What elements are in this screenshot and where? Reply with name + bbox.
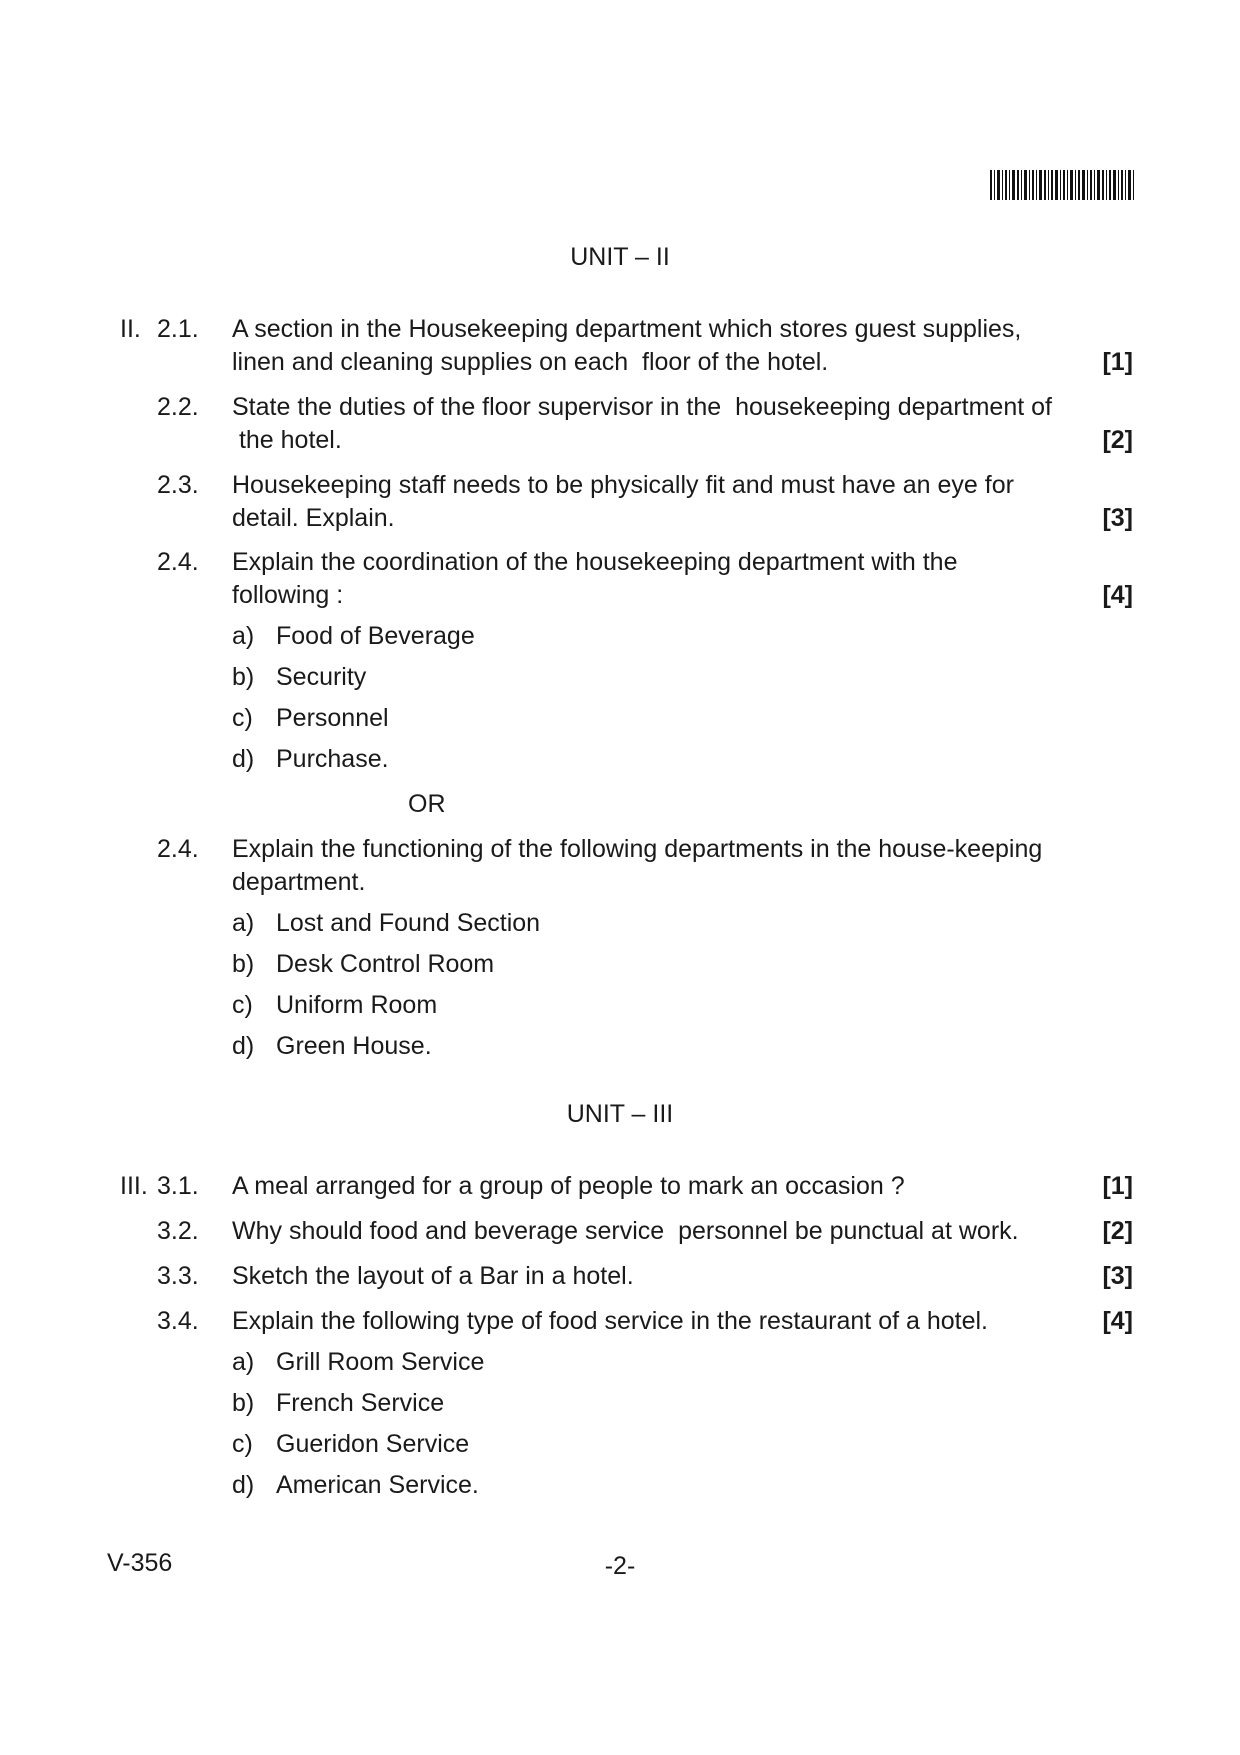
question-text-line: State the duties of the floor supervisor in the housekeeping department of (232, 393, 1052, 421)
option-text: Grill Room Service (276, 1348, 485, 1376)
question-text-line: Explain the coordination of the housekeeping department with the (232, 548, 958, 576)
option-text: American Service. (276, 1471, 479, 1499)
section-number: III. (120, 1172, 148, 1200)
unit-2-heading: UNIT – II (570, 243, 670, 271)
question-text-line: A meal arranged for a group of people to mark an occasion ? (232, 1172, 905, 1200)
marks-label: [1] (1102, 348, 1133, 376)
question-number: 2.3. (157, 471, 199, 499)
option-letter: d) (232, 745, 255, 773)
barcode (990, 170, 1134, 200)
option-text: Lost and Found Section (276, 909, 541, 937)
option-letter: d) (232, 1471, 255, 1499)
unit-3-heading: UNIT – III (566, 1100, 674, 1128)
question-number: 2.1. (157, 315, 199, 343)
question-number: 2.2. (157, 393, 199, 421)
option-letter: a) (232, 622, 255, 650)
question-number: 2.4. (157, 548, 199, 576)
section-number: II. (120, 315, 141, 343)
option-text: Security (276, 663, 367, 691)
question-number: 3.1. (157, 1172, 199, 1200)
question-text-line: the hotel. (232, 426, 342, 454)
question-text-line: Why should food and beverage service personnel be punctual at work. (232, 1217, 1019, 1245)
option-letter: c) (232, 704, 253, 732)
option-letter: a) (232, 1348, 255, 1376)
option-letter: c) (232, 991, 253, 1019)
marks-label: [3] (1102, 504, 1133, 532)
marks-label: [4] (1102, 1307, 1133, 1335)
option-letter: b) (232, 950, 255, 978)
option-letter: a) (232, 909, 255, 937)
question-text-line: detail. Explain. (232, 504, 395, 532)
page-number: -2- (604, 1552, 636, 1580)
question-text-line: Explain the following type of food service in the restaurant of a hotel. (232, 1307, 989, 1335)
question-text-line: Explain the functioning of the following departments in the house-keeping (232, 835, 1043, 863)
option-letter: c) (232, 1430, 253, 1458)
option-text: French Service (276, 1389, 445, 1417)
option-text: Food of Beverage (276, 622, 475, 650)
option-text: Desk Control Room (276, 950, 495, 978)
marks-label: [3] (1102, 1262, 1133, 1290)
question-text-line: Sketch the layout of a Bar in a hotel. (232, 1262, 634, 1290)
question-number: 3.4. (157, 1307, 199, 1335)
question-text-line: linen and cleaning supplies on each floor of the hotel. (232, 348, 829, 376)
question-number: 3.2. (157, 1217, 199, 1245)
question-text-line: department. (232, 868, 366, 896)
option-letter: b) (232, 1389, 255, 1417)
question-text-line: Housekeeping staff needs to be physically fit and must have an eye for (232, 471, 1014, 499)
question-text-line: following : (232, 581, 344, 609)
marks-label: [2] (1102, 1217, 1133, 1245)
marks-label: [1] (1102, 1172, 1133, 1200)
option-letter: d) (232, 1032, 255, 1060)
option-text: Gueridon Service (276, 1430, 470, 1458)
or-separator: OR (408, 790, 446, 818)
question-text-line: A section in the Housekeeping department which stores guest supplies, (232, 315, 1022, 343)
question-number: 2.4. (157, 835, 199, 863)
option-letter: b) (232, 663, 255, 691)
marks-label: [2] (1102, 426, 1133, 454)
paper-code: V-356 (107, 1549, 173, 1577)
option-text: Purchase. (276, 745, 389, 773)
option-text: Personnel (276, 704, 389, 732)
option-text: Green House. (276, 1032, 432, 1060)
question-number: 3.3. (157, 1262, 199, 1290)
marks-label: [4] (1102, 581, 1133, 609)
option-text: Uniform Room (276, 991, 438, 1019)
